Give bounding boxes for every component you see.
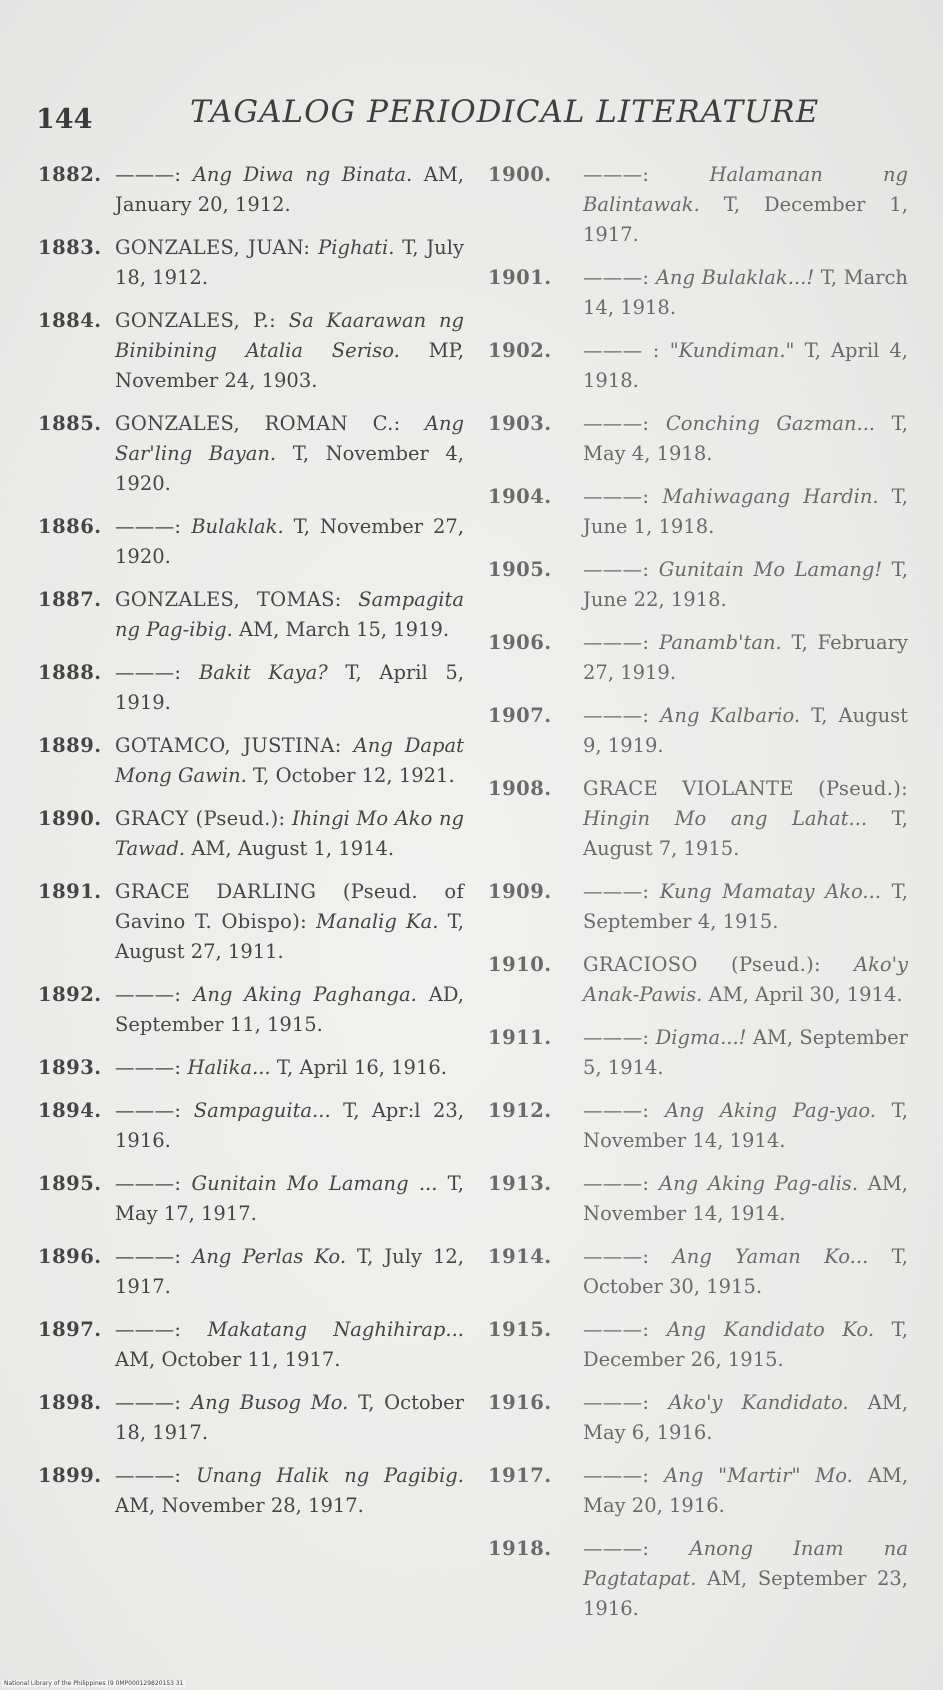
bibliography-entry xyxy=(488,950,908,1010)
bibliography-entry xyxy=(38,1461,464,1521)
entry-title: Sampagita ng Pag-ibig. xyxy=(115,588,464,641)
entry-number: 1882. xyxy=(38,163,102,186)
entry-source-date: T, September 4, 1915. xyxy=(583,880,908,933)
entry-number: 1900. xyxy=(488,163,552,186)
entry-author: ———: xyxy=(115,1391,182,1414)
entry-title: Ang Sar'ling Bayan. xyxy=(115,412,464,465)
entry-source-date: T, Apr:l 23, 1916. xyxy=(115,1099,464,1152)
entry-title: Sampaguita... xyxy=(193,1099,331,1122)
entry-title: Ako'y Kandidato. xyxy=(668,1391,849,1414)
bibliography-entry xyxy=(38,980,464,1040)
entry-author: ———: xyxy=(115,983,182,1006)
entry-title: Panamb'tan. xyxy=(659,631,782,654)
bibliography-entry xyxy=(488,1534,908,1624)
entry-author: ———: xyxy=(583,163,650,186)
entry-title: Halika... xyxy=(187,1056,271,1079)
entry-title: Mahiwagang Hardin. xyxy=(662,485,879,508)
entry-number: 1902. xyxy=(488,339,552,362)
entry-number: 1901. xyxy=(488,266,552,289)
entry-source-date: AM, September 23, 1916. xyxy=(583,1567,908,1620)
entry-source-date: AM, November 14, 1914. xyxy=(583,1172,908,1225)
bibliography-entry xyxy=(488,1169,908,1229)
left-column xyxy=(38,160,464,1534)
entry-author: ———: xyxy=(115,1464,182,1487)
entry-title: Ang "Martir" Mo. xyxy=(664,1464,853,1487)
entry-title: Ako'y Anak-Pawis. xyxy=(583,953,908,1006)
entry-number: 1910. xyxy=(488,953,552,976)
entry-source-date: T, February 27, 1919. xyxy=(583,631,908,684)
entry-title: Digma...! xyxy=(655,1026,747,1049)
bibliography-entry xyxy=(488,336,908,396)
entry-number: 1889. xyxy=(38,734,102,757)
entry-number: 1909. xyxy=(488,880,552,903)
entry-title: Ang Aking Paghanga. xyxy=(193,983,417,1006)
entry-author: ———: xyxy=(583,1391,650,1414)
entry-author: ———: xyxy=(583,485,650,508)
entry-author: ———: xyxy=(583,1026,650,1049)
entry-author: GRACIOSO (Pseud.): xyxy=(583,953,821,976)
entry-number: 1898. xyxy=(38,1391,102,1414)
entry-source-date: T, June 22, 1918. xyxy=(583,558,909,611)
entry-number: 1904. xyxy=(488,485,552,508)
bibliography-entry xyxy=(488,1242,908,1302)
bibliography-entry xyxy=(38,409,464,499)
bibliography-entry xyxy=(38,306,464,396)
bibliography-entry xyxy=(38,1053,464,1083)
entry-number: 1884. xyxy=(38,309,102,332)
entry-title: Ang Kandidato Ko. xyxy=(666,1318,875,1341)
entry-source-date: T, November 4, 1920. xyxy=(115,442,464,495)
entry-number: 1911. xyxy=(488,1026,552,1049)
entry-number: 1895. xyxy=(38,1172,102,1195)
entry-source-date: T, July 18, 1912. xyxy=(115,236,464,289)
bibliography-entry xyxy=(488,409,908,469)
entry-source-date: T, April 5, 1919. xyxy=(115,661,464,714)
running-title: TAGALOG PERIODICAL LITERATURE xyxy=(190,94,820,130)
entry-source-date: T, April 16, 1916. xyxy=(276,1056,447,1079)
bibliography-entry xyxy=(488,1388,908,1448)
entry-title: Pighati. xyxy=(318,236,395,259)
entry-title: Manalig Ka. xyxy=(316,910,439,933)
entry-author: ———: xyxy=(583,1099,650,1122)
entry-title: Kung Mamatay Ako... xyxy=(659,880,882,903)
bibliography-entry xyxy=(488,160,908,250)
entry-number: 1892. xyxy=(38,983,102,1006)
bibliography-entry xyxy=(488,1023,908,1083)
entry-source-date: T, June 1, 1918. xyxy=(583,485,908,538)
entry-number: 1885. xyxy=(38,412,102,435)
entry-title: Anong Inam na Pagtatapat. xyxy=(583,1537,908,1590)
entry-title: Bulaklak. xyxy=(191,515,284,538)
bibliography-entry xyxy=(488,1461,908,1521)
entry-author: GONZALES, TOMAS: xyxy=(115,588,342,611)
entry-number: 1896. xyxy=(38,1245,102,1268)
entry-author: GONZALES, ROMAN C.: xyxy=(115,412,401,435)
bibliography-entry xyxy=(38,1388,464,1448)
entry-author: ———: xyxy=(583,558,650,581)
entry-title: Ang Busog Mo. xyxy=(191,1391,349,1414)
entry-author: ———: xyxy=(583,1318,650,1341)
entry-author: GONZALES, P.: xyxy=(115,309,276,332)
entry-number: 1912. xyxy=(488,1099,552,1122)
entry-author: GOTAMCO, JUSTINA: xyxy=(115,734,342,757)
entry-title: Ang Kalbario. xyxy=(660,704,801,727)
entry-title: Ang Perlas Ko. xyxy=(192,1245,347,1268)
bibliography-entry xyxy=(488,628,908,688)
entry-author: ———: xyxy=(583,1464,650,1487)
entry-source-date: T, August 7, 1915. xyxy=(583,807,908,860)
entry-number: 1914. xyxy=(488,1245,552,1268)
entry-number: 1887. xyxy=(38,588,102,611)
entry-number: 1907. xyxy=(488,704,552,727)
entry-number: 1894. xyxy=(38,1099,102,1122)
entry-title: Halamanan ng Balintawak. xyxy=(583,163,909,216)
entry-number: 1913. xyxy=(488,1172,552,1195)
entry-author: ———: xyxy=(115,1245,182,1268)
bibliography-entry xyxy=(488,482,908,542)
entry-author: GRACE VIOLANTE (Pseud.): xyxy=(583,777,908,800)
entry-author: ———: xyxy=(115,1172,182,1195)
entry-source-date: T, December 1, 1917. xyxy=(583,193,908,246)
page-number: 144 xyxy=(36,104,93,135)
bibliography-entry xyxy=(38,731,464,791)
entry-number: 1906. xyxy=(488,631,552,654)
entry-number: 1891. xyxy=(38,880,102,903)
entry-source-date: T, March 14, 1918. xyxy=(583,266,908,319)
entry-source-date: AM, September 5, 1914. xyxy=(583,1026,909,1079)
entry-number: 1917. xyxy=(488,1464,552,1487)
entry-title: Ang Aking Pag-yao. xyxy=(665,1099,876,1122)
entry-number: 1903. xyxy=(488,412,552,435)
entry-source-date: T, November 14, 1914. xyxy=(583,1099,908,1152)
entry-number: 1897. xyxy=(38,1318,102,1341)
entry-source-date: AM, November 28, 1917. xyxy=(115,1494,364,1517)
entry-title: Ihingi Mo Ako ng Tawad. xyxy=(115,807,464,860)
entry-number: 1888. xyxy=(38,661,102,684)
entry-author: ———: xyxy=(583,412,650,435)
bibliography-entry xyxy=(38,1096,464,1156)
bibliography-entry xyxy=(38,1169,464,1229)
entry-author: GRACY (Pseud.): xyxy=(115,807,286,830)
entry-number: 1886. xyxy=(38,515,102,538)
entry-author: ———: xyxy=(583,266,650,289)
entry-author: GONZALES, JUAN: xyxy=(115,236,311,259)
entry-number: 1916. xyxy=(488,1391,552,1414)
entry-source-date: T, October 30, 1915. xyxy=(583,1245,908,1298)
scan-credit: National Library of the Philippines (9 0MP000129820153 31 xyxy=(4,1680,184,1687)
entry-source-date: T, November 27, 1920. xyxy=(115,515,465,568)
bibliography-entry xyxy=(488,1315,908,1375)
entry-source-date: T, December 26, 1915. xyxy=(583,1318,908,1371)
entry-number: 1899. xyxy=(38,1464,102,1487)
entry-author: ———: xyxy=(115,1056,182,1079)
entry-source-date: T, October 18, 1917. xyxy=(115,1391,464,1444)
bibliography-entry xyxy=(38,658,464,718)
bibliography-entry xyxy=(38,585,464,645)
entry-source-date: T, August 27, 1911. xyxy=(115,910,464,963)
entry-author: ———: xyxy=(583,1172,650,1195)
entry-author: ———: xyxy=(583,631,650,654)
entry-source-date: T, July 12, 1917. xyxy=(115,1245,464,1298)
entry-source-date: T, August 9, 1919. xyxy=(583,704,909,757)
entry-number: 1905. xyxy=(488,558,552,581)
entry-author: ———: xyxy=(583,1245,650,1268)
entry-title: Sa Kaarawan ng Binibining Atalia Seriso. xyxy=(115,309,464,362)
entry-source-date: AM, April 30, 1914. xyxy=(708,983,903,1006)
entry-title: Bakit Kaya? xyxy=(198,661,328,684)
bibliography-entry xyxy=(38,804,464,864)
entry-source-date: AM, October 11, 1917. xyxy=(115,1348,341,1371)
bibliography-entry xyxy=(488,263,908,323)
entry-number: 1908. xyxy=(488,777,552,800)
entry-source-date: T, April 4, 1918. xyxy=(583,339,908,392)
entry-source-date: AM, May 20, 1916. xyxy=(583,1464,909,1517)
entry-source-date: AM, May 6, 1916. xyxy=(583,1391,909,1444)
entry-title: Conching Gazman... xyxy=(665,412,876,435)
entry-number: 1915. xyxy=(488,1318,552,1341)
entry-title: Ang Bulaklak...! xyxy=(655,266,815,289)
entry-source-date: AM, March 15, 1919. xyxy=(239,618,450,641)
entry-author: ———: xyxy=(115,1318,182,1341)
bibliography-entry xyxy=(38,1315,464,1375)
entry-title: Makatang Naghihirap... xyxy=(207,1318,464,1341)
bibliography-entry xyxy=(38,1242,464,1302)
entry-source-date: T, May 17, 1917. xyxy=(115,1172,464,1225)
entry-author: ———: xyxy=(583,1537,650,1560)
entry-title: Unang Halik ng Pagibig. xyxy=(196,1464,464,1487)
entry-title: Ang Yaman Ko... xyxy=(672,1245,869,1268)
bibliography-entry xyxy=(488,701,908,761)
entry-author: ———: xyxy=(583,704,650,727)
entry-source-date: AM, August 1, 1914. xyxy=(191,837,395,860)
entry-title: Gunitain Mo Lamang ... xyxy=(191,1172,438,1195)
entry-author: ———: xyxy=(115,163,182,186)
entry-author: ———: xyxy=(115,1099,182,1122)
right-column xyxy=(488,160,908,1637)
bibliography-entry xyxy=(38,160,464,220)
entry-author: ———: xyxy=(115,515,182,538)
entry-source-date: T, May 4, 1918. xyxy=(583,412,908,465)
bibliography-entry xyxy=(38,233,464,293)
entry-source-date: T, October 12, 1921. xyxy=(253,764,455,787)
bibliography-entry xyxy=(488,774,908,864)
bibliography-entry xyxy=(38,877,464,967)
entry-source-date: AM, January 20, 1912. xyxy=(115,163,464,216)
entry-title: Ang Diwa ng Binata. xyxy=(192,163,413,186)
bibliography-entry xyxy=(488,1096,908,1156)
entry-title: Gunitain Mo Lamang! xyxy=(658,558,883,581)
entry-author: ———: xyxy=(115,661,182,684)
entry-source-date: AD, September 11, 1915. xyxy=(115,983,465,1036)
bibliography-entry xyxy=(488,555,908,615)
entry-source-date: MP, November 24, 1903. xyxy=(115,339,464,392)
entry-author: ——— : xyxy=(583,339,660,362)
entry-number: 1890. xyxy=(38,807,102,830)
entry-author: ———: xyxy=(583,880,650,903)
entry-title: "Kundiman." xyxy=(669,339,795,362)
entry-author: GRACE DARLING (Pseud. of Gavino T. Obispo): xyxy=(115,880,464,933)
bibliography-entry xyxy=(488,877,908,937)
entry-title: Hingin Mo ang Lahat... xyxy=(583,807,868,830)
bibliography-entry xyxy=(38,512,464,572)
entry-title: Ang Dapat Mong Gawin. xyxy=(115,734,465,787)
entry-number: 1883. xyxy=(38,236,102,259)
entry-number: 1893. xyxy=(38,1056,102,1079)
entry-title: Ang Aking Pag-alis. xyxy=(659,1172,859,1195)
entry-number: 1918. xyxy=(488,1537,552,1560)
